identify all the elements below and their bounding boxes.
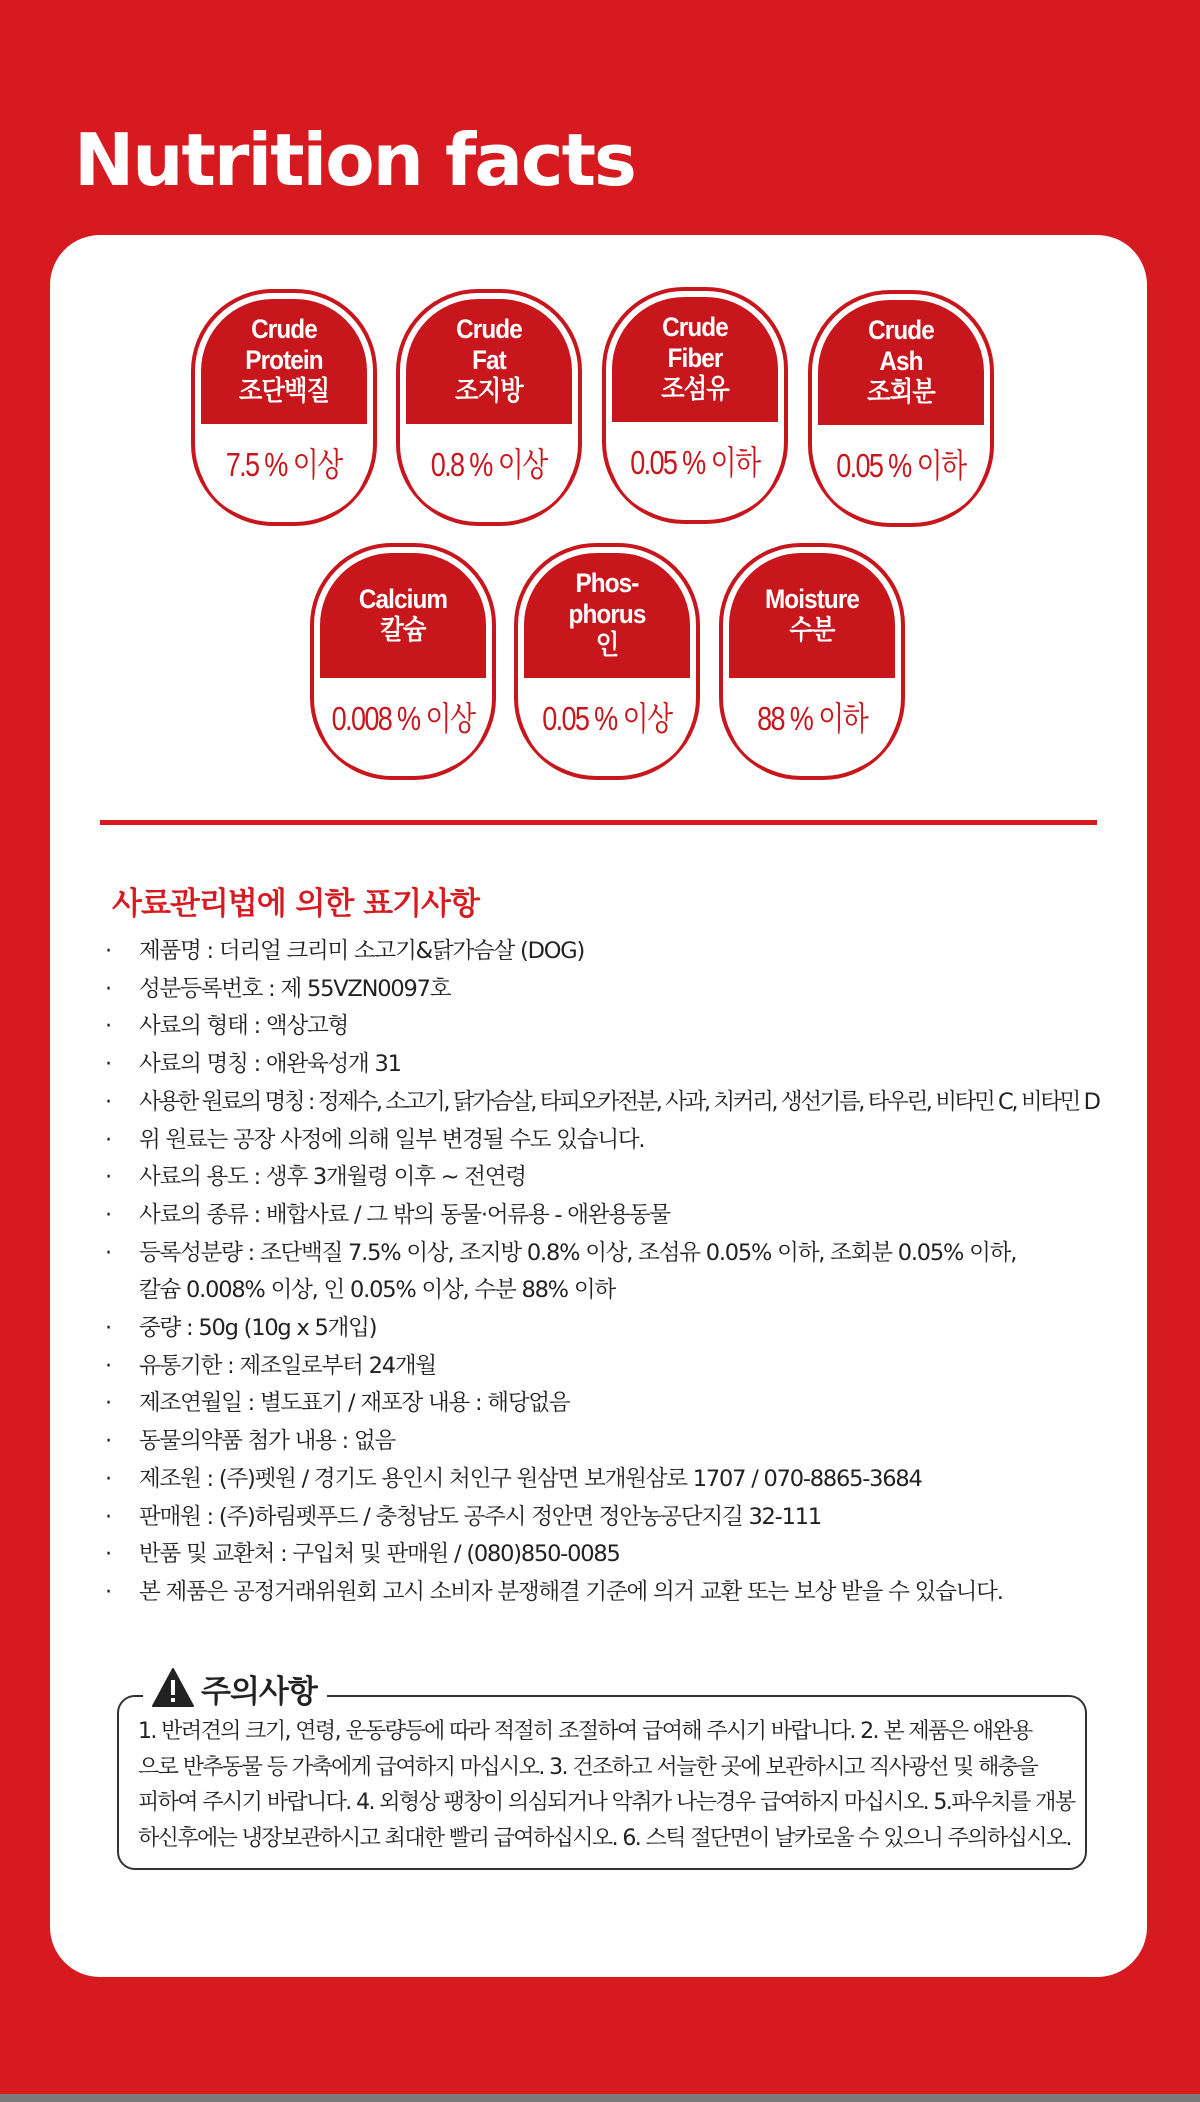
nutrient-value: 0.05 % 이상 [542, 699, 672, 737]
nutrient-value-box [199, 424, 369, 518]
nutrient-value: 0.008 % 이상 [331, 699, 475, 737]
caution-line: 으로 반추동물 등 가축에게 급여하지 마십시오. 3. 건조하고 서늘한 곳에 보관하시고 직사광선 및 해충을 [138, 1754, 1038, 1780]
nutrient-ko-label: 인 [595, 630, 619, 660]
list-item: · 사용한 원료의 명칭 : 정제수, 소고기, 닭가슴살, 타피오카전분, 사과, 치커리, 생선기름, 타우린, 비타민 C, 비타민 D [105, 1088, 1099, 1115]
nutrient-label [817, 304, 984, 419]
list-item: · 제조연월일 : 별도표기 / 재포장 내용 : 해당없음 [105, 1390, 570, 1417]
nutrient-en-label: Crude Ash [868, 315, 934, 376]
nutrient-label [611, 301, 778, 416]
nutrient-en-label: Crude Protein [245, 314, 323, 375]
warning-triangle-icon [151, 1667, 195, 1709]
nutrient-value-box [318, 678, 488, 772]
nutrient-en-label: Crude Fat [456, 314, 522, 375]
nutrient-value-box [727, 678, 897, 772]
caution-header [143, 1663, 327, 1713]
nutrient-badge-phosphorus [514, 543, 700, 780]
list-item: · 위 원료는 공장 사정에 의해 일부 변경될 수도 있습니다. [105, 1126, 645, 1153]
nutrient-en-label: Crude Fiber [662, 312, 728, 373]
section-divider [100, 820, 1097, 825]
section-title: 사료관리법에 의한 표기사항 [112, 886, 479, 922]
nutrient-ko-label: 수분 [789, 614, 835, 645]
nutrient-ko-label: 조회분 [867, 377, 935, 407]
nutrient-en-label: Moisture [764, 583, 860, 614]
caution-line: 1. 반려견의 크기, 연령, 운동량등에 따라 적절히 조절하여 급여해 주시기 바랍니다. 2. 본 제품은 애완용 [138, 1719, 1032, 1744]
nutrient-label [405, 303, 572, 418]
nutrient-label [728, 557, 895, 672]
nutrient-badge-crude-ash [808, 290, 994, 527]
nutrient-en-label: Calcium [358, 583, 448, 614]
list-item: · 제품명 : 더리얼 크리미 소고기&닭가슴살 (DOG) [105, 938, 585, 964]
nutrient-value: 0.05 % 이하 [836, 446, 966, 484]
nutrient-value-box [404, 424, 574, 518]
nutrient-badge-moisture [719, 543, 905, 780]
nutrient-ko-label: 조섬유 [661, 374, 729, 404]
nutrient-value: 88 % 이하 [756, 699, 868, 737]
list-item: · 제조원 : (주)펫원 / 경기도 용인시 처인구 원삼면 보개원삼로 1707 / 070-8865-3684 [105, 1465, 922, 1492]
nutrient-ko-label: 조단백질 [238, 376, 330, 406]
nutrient-ko-label: 칼슘 [380, 614, 426, 645]
nutrient-value-box [610, 422, 780, 516]
nutrient-badge-crude-protein [191, 289, 377, 526]
caution-line: 하신후에는 냉장보관하시고 최대한 빨리 급여하십시오. 6. 스틱 절단면이 날카로울 수 있으니 주의하십시오. [138, 1825, 1071, 1851]
nutrient-en-label: Phos- phorus [568, 568, 646, 629]
caution-line: 피하여 주시기 바랍니다. 4. 외형상 팽창이 의심되거나 악취가 나는경우 급여하지 마십시오. 5.파우치를 개봉 [138, 1790, 1075, 1815]
nutrient-ko-label: 조지방 [455, 376, 523, 406]
list-item: · 사료의 용도 : 생후 3개월령 이후 ~ 전연령 [105, 1164, 526, 1191]
list-item: · 본 제품은 공정거래위원회 고시 소비자 분쟁해결 기준에 의거 교환 또는 보상 받을 수 있습니다. [105, 1578, 1003, 1605]
page-title: Nutrition facts [74, 118, 635, 202]
list-item: · 반품 및 교환처 : 구입처 및 판매원 / (080)850-0085 [105, 1541, 620, 1568]
list-item: · 성분등록번호 : 제 55VZN0097호 [105, 975, 451, 1002]
list-item: · 등록성분량 : 조단백질 7.5% 이상, 조지방 0.8% 이상, 조섬유 0.05% 이하, 조회분 0.05% 이하, 칼슘 0.008% 이상, 인 0.05% 이상, 수분 88% 이하 [105, 1239, 1017, 1304]
nutrient-badge-crude-fat [396, 289, 582, 526]
list-item: · 유통기한 : 제조일로부터 24개월 [105, 1352, 436, 1379]
nutrient-value: 0.8 % 이상 [431, 445, 547, 483]
nutrient-value-box [522, 678, 692, 772]
caution-text [138, 1714, 1078, 1856]
nutrient-value-box [816, 425, 986, 519]
nutrient-label [319, 557, 486, 672]
list-item: · 사료의 종류 : 배합사료 / 그 밖의 동물·어류용 - 애완용동물 [105, 1201, 670, 1228]
nutrient-value: 0.05 % 이하 [630, 443, 760, 481]
list-item: · 중량 : 50g (10g x 5개입) [105, 1315, 377, 1342]
nutrient-badge-crude-fiber [602, 287, 788, 524]
bottom-strip [0, 2094, 1200, 2102]
nutrient-value: 7.5 % 이상 [226, 445, 342, 483]
nutrient-label [523, 557, 690, 672]
nutrient-label [200, 303, 367, 418]
nutrient-badge-calcium [310, 543, 496, 780]
list-item: · 사료의 형태 : 액상고형 [105, 1013, 349, 1040]
list-item: · 판매원 : (주)하림펫푸드 / 충청남도 공주시 정안면 정안농공단지길 32-111 [105, 1503, 821, 1530]
info-list [105, 933, 1145, 1612]
caution-title: 주의사항 [201, 1673, 317, 1710]
list-item: · 동물의약품 첨가 내용 : 없음 [105, 1428, 396, 1455]
list-item: · 사료의 명칭 : 애완육성개 31 [105, 1051, 401, 1078]
